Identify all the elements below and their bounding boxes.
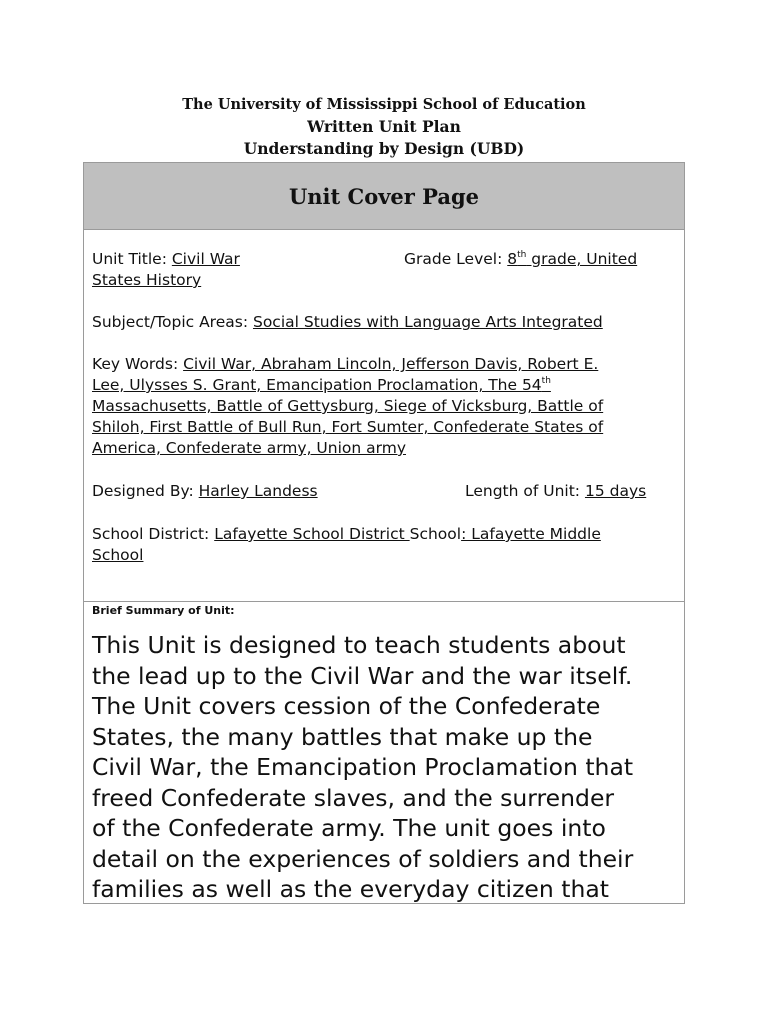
summary-line: families as well as the everyday citizen that xyxy=(92,875,609,903)
grade-level-value: 8th grade, United xyxy=(507,249,638,268)
summary-line: The Unit covers cession of the Confederate xyxy=(92,692,601,720)
subject-row xyxy=(92,312,603,333)
university-title: The University of Mississippi School of Education xyxy=(182,96,586,113)
summary-line: of the Confederate army. The unit goes into xyxy=(92,814,606,842)
document-header xyxy=(0,94,768,160)
keywords-line: Lee, Ulysses S. Grant, Emancipation Proclamation, The 54th xyxy=(92,375,551,394)
designed-by-value: Harley Landess xyxy=(198,482,318,500)
unit-title-continued: States History xyxy=(92,271,202,289)
district-value: Lafayette School District xyxy=(214,525,410,543)
school-label: School xyxy=(409,525,462,543)
length-value: 15 days xyxy=(584,482,647,500)
cover-title: Unit Cover Page xyxy=(288,183,480,209)
designed-by-row xyxy=(92,481,318,502)
keywords-line: Civil War, Abraham Lincoln, Jefferson Davis, Robert E. xyxy=(183,355,599,373)
cover-banner xyxy=(84,163,684,230)
summary-line: freed Confederate slaves, and the surrender xyxy=(92,783,615,812)
summary-label: Brief Summary of Unit: xyxy=(92,604,235,617)
keywords-label: Key Words: xyxy=(92,355,184,373)
subject-value: Social Studies with Language Arts Integrated xyxy=(252,313,603,331)
school-continued: School xyxy=(92,546,144,564)
summary-line: States, the many battles that make up the xyxy=(92,722,593,751)
designed-by-label: Designed By: xyxy=(92,482,199,500)
summary-line: the lead up to the Civil War and the war itself. xyxy=(92,661,633,690)
grade-level-row xyxy=(404,249,637,270)
length-row xyxy=(465,481,646,502)
district-row xyxy=(92,524,601,545)
district-label: School District: xyxy=(92,525,215,543)
unit-title-value: Civil War xyxy=(171,250,240,268)
keywords-row xyxy=(92,354,598,375)
unit-title-label: Unit Title: xyxy=(92,250,172,268)
summary-line: detail on the experiences of soldiers and their xyxy=(92,844,634,873)
length-label: Length of Unit: xyxy=(465,482,585,500)
plan-title: Written Unit Plan xyxy=(307,117,461,136)
grade-level-label: Grade Level: xyxy=(404,250,508,268)
summary-text xyxy=(92,630,682,905)
keywords-line: America, Confederate army, Union army xyxy=(92,439,407,457)
school-value: : Lafayette Middle xyxy=(461,525,601,543)
keywords-line: Shiloh, First Battle of Bull Run, Fort Sumter, Confederate States of xyxy=(92,418,604,436)
unit-cover-table xyxy=(83,162,685,904)
summary-line: Civil War, the Emancipation Proclamation that xyxy=(92,753,634,781)
unit-info-cell xyxy=(84,230,684,602)
unit-title-row xyxy=(92,249,240,270)
subject-label: Subject/Topic Areas: xyxy=(92,313,253,331)
design-title: Understanding by Design (UBD) xyxy=(243,139,525,158)
summary-line: This Unit is designed to teach students about xyxy=(92,631,626,659)
keywords-line: Massachusetts, Battle of Gettysburg, Siege of Vicksburg, Battle of xyxy=(92,397,604,415)
